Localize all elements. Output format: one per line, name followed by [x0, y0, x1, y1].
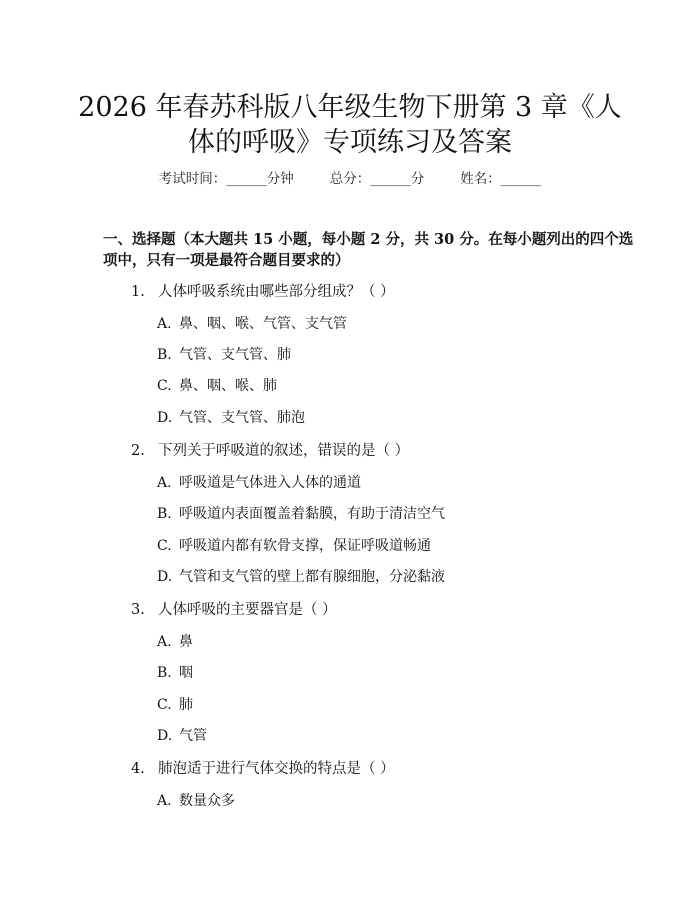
option-text: 咽	[179, 665, 193, 681]
section-heading-line-2: 项中，只有一项是最符合题目要求的）	[103, 252, 350, 269]
option-text: 气管	[179, 728, 207, 744]
question-2-option-c	[157, 536, 431, 556]
question-text: 人体呼吸系统由哪些部分组成？（ ）	[158, 284, 395, 300]
exam-info	[0, 170, 700, 188]
option-letter: D.	[157, 410, 173, 426]
option-text: 气管、支气管、肺	[179, 347, 291, 363]
question-1-option-b	[157, 345, 291, 365]
question-number: 1.	[131, 284, 145, 300]
question-1-option-a	[157, 314, 347, 334]
option-letter: A.	[157, 793, 172, 809]
question-number: 3.	[131, 602, 145, 618]
option-text: 呼吸道内都有软骨支撑，保证呼吸道畅通	[179, 538, 431, 554]
option-text: 气管、支气管、肺泡	[179, 410, 305, 426]
question-2-option-d	[157, 567, 445, 587]
page-title-line-1: 2026 年春苏科版八年级生物下册第 3 章《人	[78, 92, 622, 123]
question-1-option-d	[157, 408, 305, 428]
total-score-label: 总分：______分	[329, 171, 425, 187]
option-letter: B.	[157, 347, 172, 363]
option-letter: B.	[157, 665, 172, 681]
option-letter: A.	[157, 634, 172, 650]
option-letter: B.	[157, 506, 172, 522]
question-3	[131, 600, 337, 620]
option-text: 鼻、咽、喉、气管、支气管	[179, 316, 347, 332]
option-text: 气管和支气管的壁上都有腺细胞，分泌黏液	[179, 569, 445, 585]
question-2-option-a	[157, 473, 361, 493]
option-text: 肺	[179, 697, 193, 713]
option-letter: C.	[157, 378, 172, 394]
option-text: 鼻	[179, 634, 193, 650]
student-name-label: 姓名：______	[460, 171, 542, 187]
question-2-option-b	[157, 504, 445, 524]
option-text: 数量众多	[179, 793, 235, 809]
option-text: 鼻、咽、喉、肺	[179, 378, 277, 394]
question-1	[131, 282, 395, 302]
option-letter: A.	[157, 475, 172, 491]
option-letter: C.	[157, 538, 172, 554]
option-letter: D.	[157, 569, 173, 585]
question-4-option-a	[157, 791, 235, 811]
question-2	[131, 441, 409, 461]
question-3-option-a	[157, 632, 193, 652]
question-number: 4.	[131, 761, 145, 777]
question-3-option-c	[157, 695, 193, 715]
exam-time-label: 考试时间：______分钟	[158, 171, 294, 187]
option-letter: A.	[157, 316, 172, 332]
question-text: 下列关于呼吸道的叙述，错误的是（ ）	[158, 443, 410, 459]
question-text: 人体呼吸的主要器官是（ ）	[158, 602, 337, 618]
question-3-option-b	[157, 663, 193, 683]
question-3-option-d	[157, 726, 207, 746]
question-text: 肺泡适于进行气体交换的特点是（ ）	[158, 761, 395, 777]
question-4	[131, 759, 395, 779]
option-text: 呼吸道是气体进入人体的通道	[179, 475, 361, 491]
option-letter: D.	[157, 728, 173, 744]
page-title-line-2: 体的呼吸》专项练习及答案	[188, 127, 512, 158]
question-number: 2.	[131, 443, 145, 459]
option-letter: C.	[157, 697, 172, 713]
question-1-option-c	[157, 376, 277, 396]
option-text: 呼吸道内表面覆盖着黏膜，有助于清洁空气	[179, 506, 445, 522]
section-heading-line-1: 一、选择题（本大题共 15 小题，每小题 2 分，共 30 分。在每小题列出的四个选	[103, 231, 634, 248]
